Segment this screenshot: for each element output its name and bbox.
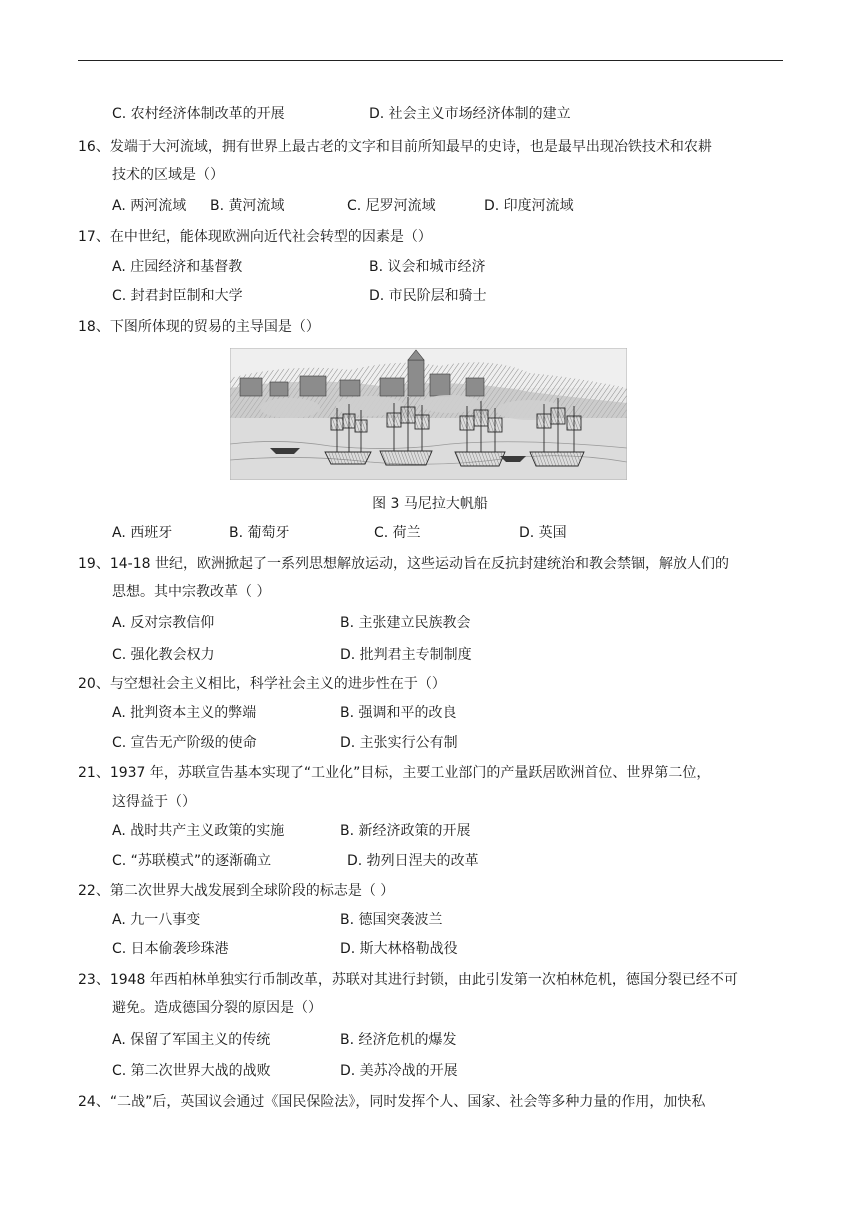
- q18-option-a: A. 西班牙: [112, 525, 173, 541]
- q19-option-b: B. 主张建立民族教会: [340, 615, 471, 631]
- q19-option-a: A. 反对宗教信仰: [112, 615, 215, 631]
- header-rule: [78, 60, 783, 61]
- q23-option-c: C. 第二次世界大战的战败: [112, 1063, 271, 1079]
- q23-option-b: B. 经济危机的爆发: [340, 1032, 457, 1048]
- q20-option-b: B. 强调和平的改良: [340, 705, 457, 721]
- q16-option-b: B. 黄河流域: [210, 198, 285, 214]
- q20-option-c: C. 宣告无产阶级的使命: [112, 735, 257, 751]
- q16-option-a: A. 两河流域: [112, 198, 187, 214]
- q19-stem-text1: 14-18 世纪，欧洲掀起了一系列思想解放运动，这些运动旨在反抗封建统治和教会禁锢，解放人们的: [109, 556, 729, 572]
- q21-option-a: A. 战时共产主义政策的实施: [112, 823, 285, 839]
- q16-stem-line1: [78, 137, 712, 157]
- q18-stem: [78, 317, 320, 337]
- q17-option-a: A. 庄园经济和基督教: [112, 259, 243, 275]
- q23-stem-text1: 1948 年西柏林单独实行币制改革，苏联对其进行封锁，由此引发第一次柏林危机，德国分裂已经不可: [109, 972, 738, 988]
- q20-option-a: A. 批判资本主义的弊端: [112, 705, 257, 721]
- q23-option-d: D. 美苏冷战的开展: [340, 1063, 458, 1079]
- q18-option-d: D. 英国: [519, 525, 567, 541]
- q16-number: 16、: [78, 139, 110, 155]
- q16-stem-line2: 技术的区域是（）: [112, 167, 224, 183]
- q19-option-d: D. 批判君主专制制度: [340, 647, 472, 663]
- q17-option-c: C. 封君封臣制和大学: [112, 288, 243, 304]
- q23-option-a: A. 保留了军国主义的传统: [112, 1032, 271, 1048]
- q17-stem: [78, 227, 432, 247]
- q20-number: 20、: [78, 676, 110, 692]
- q19-number: 19、: [78, 556, 110, 572]
- q20-stem: [78, 674, 446, 694]
- q21-option-d: D. 勃列日涅夫的改革: [347, 853, 479, 869]
- q22-option-c: C. 日本偷袭珍珠港: [112, 941, 229, 957]
- q16-option-d: D. 印度河流域: [484, 198, 574, 214]
- q22-stem-text: 第二次世界大战发展到全球阶段的标志是（ ）: [109, 883, 395, 899]
- q16-stem-text1: 发端于大河流域，拥有世界上最古老的文字和目前所知最早的史诗，也是最早出现冶铁技术和农耕: [109, 139, 712, 155]
- q17-option-b: B. 议会和城市经济: [369, 259, 486, 275]
- q22-option-d: D. 斯大林格勒战役: [340, 941, 458, 957]
- q15-option-c: C. 农村经济体制改革的开展: [112, 106, 285, 122]
- q21-stem-line2: 这得益于（）: [112, 794, 196, 810]
- q22-option-b: B. 德国突袭波兰: [340, 912, 443, 928]
- q19-option-c: C. 强化教会权力: [112, 647, 215, 663]
- manila-galleon-engraving: [230, 348, 627, 480]
- q20-option-d: D. 主张实行公有制: [340, 735, 458, 751]
- q21-stem-line1: [78, 763, 710, 783]
- q24-stem-text1: “二战”后，英国议会通过《国民保险法》，同时发挥个人、国家、社会等多种力量的作用，加快私: [109, 1094, 706, 1110]
- q16-option-c: C. 尼罗河流域: [347, 198, 436, 214]
- q19-stem-line2: 思想。其中宗教改革（ ）: [112, 584, 271, 600]
- q22-number: 22、: [78, 883, 110, 899]
- q18-number: 18、: [78, 319, 110, 335]
- q20-stem-text: 与空想社会主义相比，科学社会主义的进步性在于（）: [109, 676, 446, 692]
- q18-option-b: B. 葡萄牙: [229, 525, 290, 541]
- q18-stem-text: 下图所体现的贸易的主导国是（）: [109, 319, 320, 335]
- q21-number: 21、: [78, 765, 110, 781]
- q21-option-b: B. 新经济政策的开展: [340, 823, 471, 839]
- figure-caption: 图 3 马尼拉大帆船: [372, 496, 488, 512]
- q23-stem-line2: 避免。造成德国分裂的原因是（）: [112, 1000, 322, 1016]
- q18-option-c: C. 荷兰: [374, 525, 421, 541]
- q24-stem-line1: [78, 1092, 705, 1112]
- q23-number: 23、: [78, 972, 110, 988]
- q23-stem-line1: [78, 970, 738, 990]
- q17-option-d: D. 市民阶层和骑士: [369, 288, 487, 304]
- q17-number: 17、: [78, 229, 110, 245]
- q24-number: 24、: [78, 1094, 110, 1110]
- q21-stem-text1: 1937 年，苏联宣告基本实现了“工业化”目标，主要工业部门的产量跃居欧洲首位、世界第二位，: [109, 765, 711, 781]
- q21-option-c: C. “苏联模式”的逐渐确立: [112, 853, 272, 869]
- q22-option-a: A. 九一八事变: [112, 912, 201, 928]
- q19-stem-line1: [78, 554, 729, 574]
- q17-stem-text: 在中世纪，能体现欧洲向近代社会转型的因素是（）: [109, 229, 432, 245]
- q22-stem: [78, 881, 394, 901]
- q15-option-d: D. 社会主义市场经济体制的建立: [369, 106, 571, 122]
